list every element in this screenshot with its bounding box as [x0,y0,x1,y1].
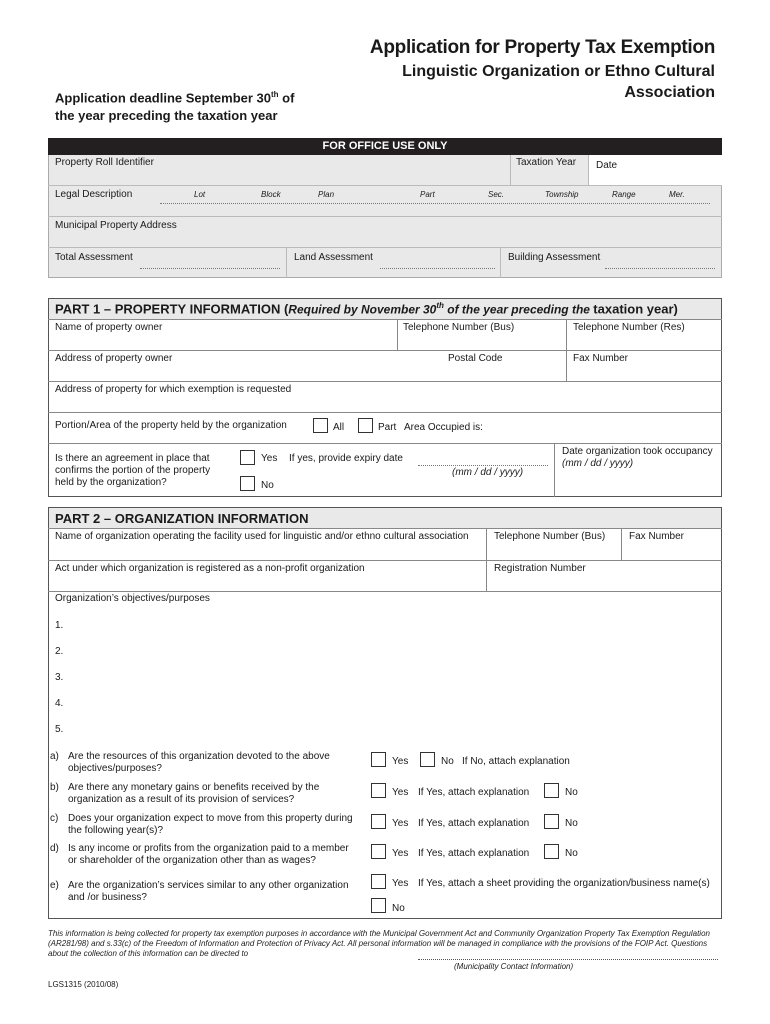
part-label: Part [378,422,397,433]
phone-bus-label: Telephone Number (Bus) [403,322,515,333]
exempt-address-label: Address of property for which exemption is requested [55,384,292,395]
question-e-no-checkbox[interactable] [371,898,386,913]
deadline-text-end: of [278,90,295,106]
objective-1-field[interactable] [72,616,712,631]
agreement-no-checkbox[interactable] [240,476,255,491]
question-b-letter: b) [50,782,59,793]
agreement-no-label: No [261,480,274,491]
form-subtitle-line1: Linguistic Organization or Ethno Cultural [402,63,715,80]
sec-label: Sec. [488,190,505,199]
part2-heading: PART 2 – ORGANIZATION INFORMATION [55,511,309,526]
question-b-yes-label: Yes [392,787,409,798]
part2-fax-label: Fax Number [629,531,685,542]
question-e-letter: e) [50,880,59,891]
office-use-banner: FOR OFFICE USE ONLY [48,138,722,155]
deadline-notice [55,86,294,125]
contact-info-field[interactable] [418,951,718,960]
form-title: Application for Property Tax Exemption [369,37,715,58]
exempt-address-field[interactable] [55,396,715,410]
question-d-no-checkbox[interactable] [544,844,559,859]
question-a-no-label: No [441,756,454,767]
objective-1-label: 1. [55,620,64,631]
question-d-no-label: No [565,848,578,859]
agreement-yes-checkbox[interactable] [240,450,255,465]
question-e-yes-label: Yes [392,878,409,889]
org-name-field[interactable] [55,544,480,558]
part-checkbox[interactable] [358,418,373,433]
land-assessment-label: Land Assessment [294,252,373,263]
all-checkbox[interactable] [313,418,328,433]
occupancy-date-format: (mm / dd / yyyy) [562,458,634,469]
question-d-letter: d) [50,843,59,854]
objective-5-field[interactable] [72,720,712,735]
phone-bus-field[interactable] [403,334,561,348]
act-label: Act under which organization is registered as a non-profit organization [55,563,365,574]
owner-name-label: Name of property owner [55,322,163,333]
plan-label: Plan [318,190,335,199]
question-b-yes-checkbox[interactable] [371,783,386,798]
question-a-text: Are the resources of this organization devoted to the above objectives/purposes? [68,751,330,774]
lot-label: Lot [194,190,206,199]
registration-label: Registration Number [494,563,586,574]
part2-fax-field[interactable] [629,544,717,558]
expiry-date-field[interactable] [418,450,548,466]
area-occupied-field[interactable] [486,418,716,434]
objective-4-label: 4. [55,698,64,709]
part-label: Part [420,190,435,199]
expiry-label: If yes, provide expiry date [289,453,403,464]
org-name-label: Name of organization operating the facility used for linguistic and/or ethno cultural association [55,531,469,542]
question-e-note: If Yes, attach a sheet providing the organization/business name(s) [418,878,710,889]
question-a-yes-checkbox[interactable] [371,752,386,767]
question-d-text: Is any income or profits from the organization paid to a member or shareholder of the organization other than as wages? [68,843,349,866]
objectives-label: Organization’s objectives/purposes [55,593,210,604]
question-c-no-label: No [565,818,578,829]
question-c-no-checkbox[interactable] [544,814,559,829]
question-d-yes-checkbox[interactable] [371,844,386,859]
privacy-notice: This information is being collected for property tax exemption purposes in accordance with the Municipal Government Act and Community Organization Property Tax Exemption Regulation (AR281/98) and s.33(c) of the Freedom of Information and Protection of Privacy Act. All personal information will be managed in compliance with the provisions of the FOIP Act. Questions about the collection of this information can be directed to [48,929,710,958]
objective-4-field[interactable] [72,694,712,709]
question-a-no-checkbox[interactable] [420,752,435,767]
all-label: All [333,422,345,433]
deadline-line2: the year preceding the taxation year [55,108,278,124]
form-code: LGS1315 (2010/08) [48,980,119,989]
question-a-yes-label: Yes [392,756,409,767]
question-e-no-label: No [392,903,405,914]
objective-2-field[interactable] [72,642,712,657]
registration-field[interactable] [494,575,716,589]
municipal-address-label: Municipal Property Address [55,220,177,231]
question-c-note: If Yes, attach explanation [418,818,530,829]
question-b-text: Are there any monetary gains or benefits received by the organization as a result of its provision of services? [68,782,320,805]
phone-res-label: Telephone Number (Res) [573,322,685,333]
question-d-yes-label: Yes [392,848,409,859]
agreement-yes-label: Yes [261,453,278,464]
block-label: Block [261,190,281,199]
owner-name-field[interactable] [55,334,390,348]
question-c-letter: c) [50,813,59,824]
occupancy-date-label: Date organization took occupancy [562,446,713,457]
question-c-yes-checkbox[interactable] [371,814,386,829]
fax-field[interactable] [573,365,718,379]
total-assessment-label: Total Assessment [55,252,133,263]
agreement-question: Is there an agreement in place that confirms the portion of the property held by the organization? [55,453,211,488]
portion-label: Portion/Area of the property held by the organization [55,420,287,431]
question-b-no-checkbox[interactable] [544,783,559,798]
legal-description-label: Legal Description [55,189,133,200]
range-label: Range [612,190,636,199]
expiry-date-format: (mm / dd / yyyy) [452,467,524,478]
question-a-letter: a) [50,751,59,762]
fax-label: Fax Number [573,353,629,364]
area-occupied-label: Area Occupied is: [404,422,483,433]
question-b-note: If Yes, attach explanation [418,787,530,798]
owner-address-field[interactable] [55,365,445,379]
objective-5-label: 5. [55,724,64,735]
part1-heading: PART 1 – PROPERTY INFORMATION (Required by November 30th of the year preceding the taxation year) [55,301,678,317]
part2-phone-bus-label: Telephone Number (Bus) [494,531,606,542]
deadline-text: Application deadline September 30 [55,90,271,106]
objective-2-label: 2. [55,646,64,657]
deadline-sup: th [271,90,279,99]
question-e-text: Are the organization’s services similar to any other organization and /or business? [68,880,349,903]
act-field[interactable] [55,575,480,589]
question-a-note: If No, attach explanation [462,756,570,767]
building-assessment-label: Building Assessment [508,252,601,263]
roll-id-label: Property Roll Identifier [55,157,154,168]
objective-3-label: 3. [55,672,64,683]
date-label: Date [596,160,618,171]
question-b-no-label: No [565,787,578,798]
objective-3-field[interactable] [72,668,712,683]
question-d-note: If Yes, attach explanation [418,848,530,859]
postal-code-field[interactable] [448,365,558,379]
contact-caption: (Municipality Contact Information) [454,962,574,971]
postal-code-label: Postal Code [448,353,503,364]
township-label: Township [545,190,579,199]
taxation-year-label: Taxation Year [516,157,577,168]
owner-address-label: Address of property owner [55,353,173,364]
question-c-yes-label: Yes [392,818,409,829]
mer-label: Mer. [669,190,685,199]
phone-res-field[interactable] [573,334,718,348]
form-subtitle-line2: Association [624,84,715,101]
question-e-yes-checkbox[interactable] [371,874,386,889]
part2-phone-bus-field[interactable] [494,544,616,558]
question-c-text: Does your organization expect to move from this property during the following year(s)? [68,813,353,836]
